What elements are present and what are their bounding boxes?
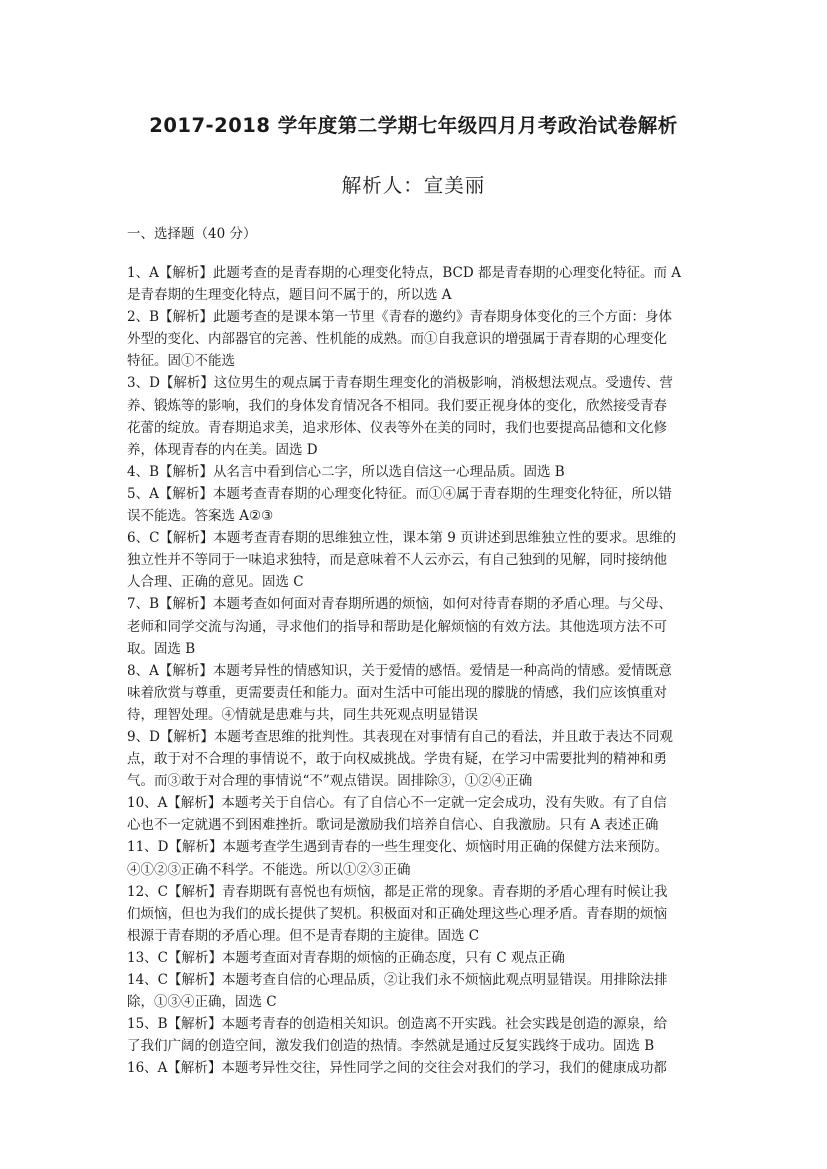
answer-analysis-body bbox=[127, 262, 707, 1079]
text-line: 15、B【解析】本题考青春的创造相关知识。创造离不开实践。社会实践是创造的源泉，给 bbox=[127, 1016, 668, 1033]
text-line: 特征。固①不能选 bbox=[127, 353, 235, 370]
section-heading: 一、选择题（40 分） bbox=[127, 226, 257, 242]
text-line: 了我们广阔的创造空间，激发我们创造的热情。李然就是通过反复实践终于成功。固选 B bbox=[127, 1038, 655, 1055]
text-line: ④①②③正确不科学。不能选。所以①②③正确 bbox=[127, 861, 411, 878]
text-line: 11、D【解析】本题考查学生遇到青春的一些生理变化、烦恼时用正确的保健方法来预防。 bbox=[127, 839, 669, 856]
text-line: 独立性并不等同于一味追求独特，而是意味着不人云亦云，有自己独到的见解，同时接纳他 bbox=[127, 552, 667, 569]
text-line: 味着欣赏与尊重，更需要责任和能力。面对生活中可能出现的朦胧的情感，我们应该慎重对 bbox=[127, 684, 667, 701]
text-line: 9、D【解析】本题考查思维的批判性。其表现在对事情有自己的看法，并且敢于表达不同观 bbox=[127, 728, 673, 745]
text-line: 6、C【解析】本题考查青春期的思维独立性，课本第 9 页讲述到思维独立性的要求。思维的 bbox=[127, 530, 677, 547]
text-line: 8、A【解析】本题考异性的情感知识，关于爱情的感悟。爱情是一种高尚的情感。爱情既意 bbox=[127, 662, 672, 679]
text-line: 待，理智处理。④情就是患难与共，同生共死观点明显错误 bbox=[127, 706, 478, 723]
text-line: 7、B【解析】本题考查如何面对青春期所遇的烦恼，如何对待青春期的矛盾心理。与父母、 bbox=[127, 596, 673, 613]
text-line: 取。固选 B bbox=[127, 640, 196, 657]
text-line: 外型的变化、内部器官的完善、性机能的成熟。而①自我意识的增强属于青春期的心理变化 bbox=[127, 331, 667, 348]
text-line: 根源于青春期的矛盾心理。但不是青春期的主旋律。固选 C bbox=[127, 927, 480, 944]
text-line: 除，①③④正确，固选 C bbox=[127, 994, 277, 1011]
text-line: 12、C【解析】青春期既有喜悦也有烦恼，都是正常的现象。青春期的矛盾心理有时候让我 bbox=[127, 883, 668, 900]
text-line: 养、锻炼等的影响，我们的身体发育情况各不相同。我们要正视身体的变化，欣然接受青春 bbox=[127, 397, 667, 414]
text-line: 4、B【解析】从名言中看到信心二字，所以选自信这一心理品质。固选 B bbox=[127, 463, 565, 480]
text-line: 气。而③敢于对合理的事情说“不”观点错误。固排除③，①②④正确 bbox=[127, 773, 533, 790]
text-line: 1、A【解析】此题考查的是青春期的心理变化特点，BCD 都是青春期的心理变化特征。而 A bbox=[127, 265, 681, 281]
text-line: 14、C【解析】本题考查自信的心理品质，②让我们永不烦恼此观点明显错误。用排除法排 bbox=[127, 972, 668, 988]
text-line: 5、A【解析】本题考查青春期的心理变化特征。而①④属于青春期的生理变化特征，所以错 bbox=[127, 485, 672, 502]
text-line: 老师和同学交流与沟通，寻求他们的指导和帮助是化解烦恼的有效方法。其他选项方法不可 bbox=[127, 618, 667, 635]
text-line: 3、D【解析】这位男生的观点属于青春期生理变化的消极影响，消极想法观点。受遗传、营 bbox=[127, 375, 673, 392]
document-title: 2017-2018 学年度第二学期七年级四月月考政治试卷解析 bbox=[149, 114, 678, 137]
text-line: 13、C【解析】本题考查面对青春期的烦恼的正确态度，只有 C 观点正确 bbox=[127, 949, 565, 966]
text-line: 误不能选。答案选 A②③ bbox=[127, 508, 274, 525]
text-line: 们烦恼，但也为我们的成长提供了契机。积极面对和正确处理这些心理矛盾。青春期的烦恼 bbox=[127, 905, 667, 922]
text-line: 养，体现青春的内在美。固选 D bbox=[127, 441, 318, 458]
text-line: 16、A【解析】本题考异性交往，异性同学之间的交往会对我们的学习，我们的健康成功都 bbox=[127, 1060, 667, 1077]
text-line: 2、B【解析】此题考查的是课本第一节里《青春的邀约》青春期身体变化的三个方面：身体 bbox=[127, 309, 673, 326]
text-line: 点，敢于对不合理的事情说不，敢于向权威挑战。学贵有疑，在学习中需要批判的精神和勇 bbox=[127, 751, 667, 768]
document-author: 解析人：宣美丽 bbox=[341, 174, 486, 197]
text-line: 心也不一定就遇不到困难挫折。歌词是激励我们培养自信心、自我激励。只有 A 表述正确 bbox=[127, 817, 659, 834]
text-line: 10、A【解析】本题考关于自信心。有了自信心不一定就一定会成功，没有失败。有了自信 bbox=[127, 795, 667, 812]
text-line: 是青春期的生理变化特点，题目问不属于的，所以选 A bbox=[127, 287, 452, 304]
text-line: 人合理、正确的意见。固选 C bbox=[127, 574, 304, 591]
text-line: 花蕾的绽放。青春期追求美，追求形体、仪表等外在美的同时，我们也要提高品德和文化修 bbox=[127, 419, 667, 436]
